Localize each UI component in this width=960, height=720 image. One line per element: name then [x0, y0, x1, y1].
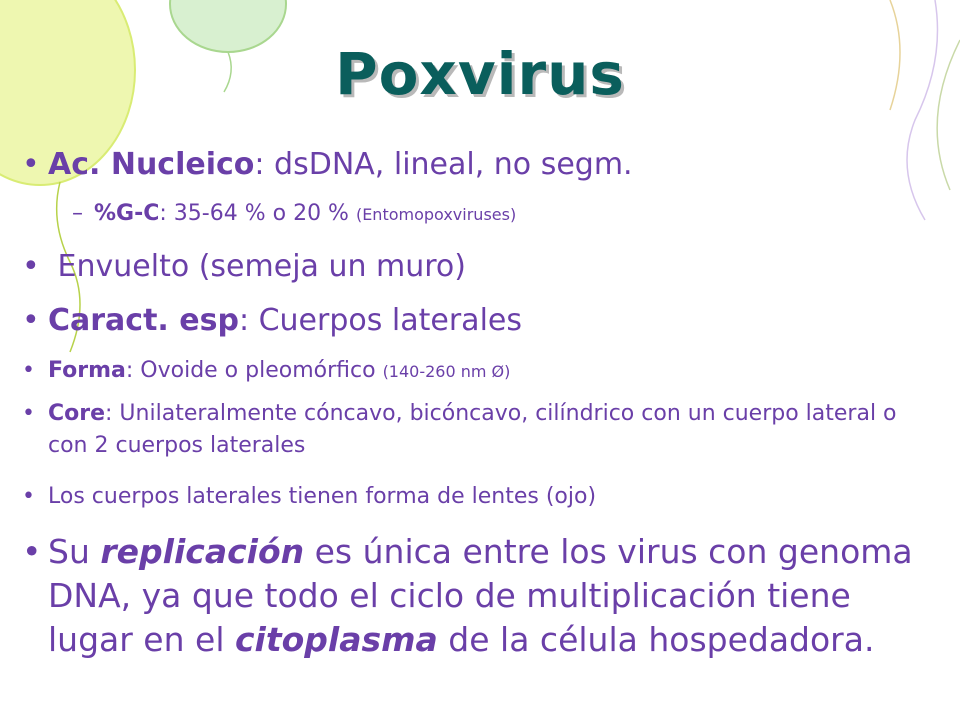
bullet-mark: •	[22, 358, 35, 383]
balloon-strings-icon	[890, 0, 960, 220]
bullet-mark: •	[22, 532, 42, 571]
bullet-mark: •	[22, 303, 40, 338]
bullet-text: Envuelto (semeja un muro)	[48, 249, 466, 284]
bullet-label: Caract. esp	[48, 303, 239, 338]
bullet-text: : dsDNA, lineal, no segm.	[254, 147, 633, 182]
subbullet-text: : 35-64 % o 20 %	[159, 201, 356, 226]
bullet-text-part1: Su	[48, 532, 101, 571]
bullet-mark: •	[22, 249, 40, 284]
bullet-label: Forma	[48, 358, 126, 383]
bullet-text: : Unilateralmente cóncavo, bicóncavo, cilíndrico con un cuerpo lateral o con 2 cuerpos laterales	[48, 401, 897, 458]
bullet-note: (140-260 nm Ø)	[382, 362, 511, 381]
bullet-mark: •	[22, 147, 40, 182]
emphasis-replication: replicación	[100, 532, 305, 571]
bullet-text-part3: de la célula hospedadora.	[437, 620, 875, 659]
bullet-text: Los cuerpos laterales tienen forma de lentes (ojo)	[48, 484, 597, 509]
bullet-text: : Cuerpos laterales	[238, 303, 522, 338]
bullet-label: Ac. Nucleico	[48, 147, 255, 182]
subbullet-note: (Entomopoxviruses)	[355, 205, 517, 224]
subbullet-label: %G-C	[94, 201, 160, 226]
dash-mark: –	[72, 201, 83, 226]
bullet-text: : Ovoide o pleomórfico	[125, 358, 383, 383]
bullet-mark: •	[22, 401, 35, 426]
emphasis-cytoplasm: citoplasma	[234, 620, 438, 659]
bullet-mark: •	[22, 484, 35, 509]
slide-title: Poxvirus	[335, 40, 625, 108]
bullet-label: Core	[48, 401, 106, 426]
bullet-text-part2: es única entre los virus con genoma DNA, ya que todo el ciclo de multiplicación tiene lugar en el	[48, 532, 913, 659]
